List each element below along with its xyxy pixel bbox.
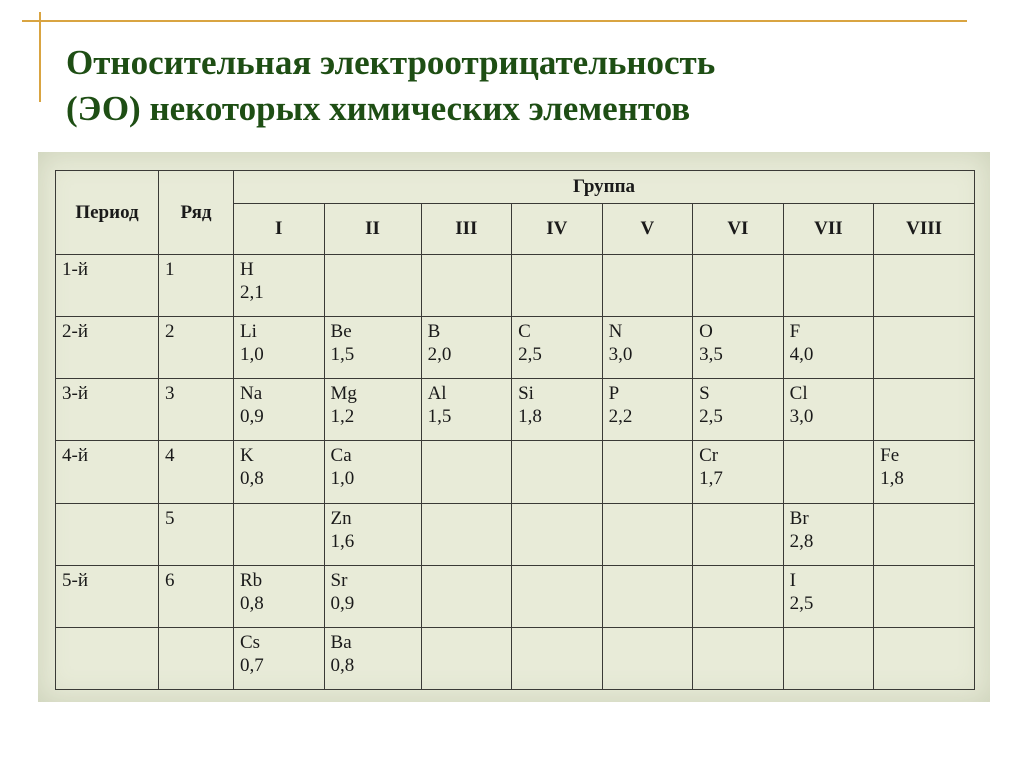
header-group: Группа <box>234 171 975 204</box>
header-group-7: VII <box>783 204 874 255</box>
row-number-cell: 2 <box>159 317 234 379</box>
electronegativity-value: 2,5 <box>518 344 542 366</box>
element-symbol: Zn <box>330 507 352 529</box>
element-cell <box>602 379 693 441</box>
header-row: Ряд <box>159 171 234 255</box>
electronegativity-value: 1,6 <box>330 530 355 552</box>
slide-title <box>66 40 966 132</box>
element-symbol: Sr <box>330 569 348 591</box>
element-symbol: Mg <box>330 383 357 405</box>
header-period: Период <box>56 171 159 255</box>
element-cell <box>783 627 874 689</box>
element-cell <box>324 379 421 441</box>
element-symbol: Cr <box>699 445 719 467</box>
table-row <box>56 255 975 317</box>
element-cell <box>783 317 874 379</box>
electronegativity-value: 0,8 <box>330 654 355 676</box>
element-symbol: O <box>699 321 713 343</box>
element-cell <box>693 255 784 317</box>
element-cell <box>324 441 421 503</box>
title-line-1: Относительная электроотрицательность <box>66 43 716 82</box>
element-cell <box>234 503 325 565</box>
element-cell <box>421 627 512 689</box>
element-symbol: Si <box>518 383 534 405</box>
electronegativity-value: 0,8 <box>240 468 264 490</box>
electronegativity-value: 2,0 <box>427 344 452 366</box>
period-cell: 5-й <box>56 565 159 627</box>
table-row <box>56 317 975 379</box>
element-symbol: Cs <box>240 631 261 653</box>
element-symbol: N <box>608 321 623 343</box>
element-symbol: F <box>789 321 801 343</box>
element-cell <box>512 503 603 565</box>
element-cell <box>512 255 603 317</box>
element-cell <box>783 441 874 503</box>
header-group-6: VI <box>693 204 784 255</box>
element-cell <box>512 565 603 627</box>
header-group-4: IV <box>512 204 603 255</box>
element-symbol: Al <box>427 383 447 405</box>
row-number-cell: 4 <box>159 441 234 503</box>
row-number-cell <box>159 627 234 689</box>
element-cell <box>602 503 693 565</box>
period-cell <box>56 627 159 689</box>
accent-line-left <box>39 12 41 102</box>
element-cell <box>234 317 325 379</box>
element-symbol: Fe <box>880 445 900 467</box>
element-cell <box>324 255 421 317</box>
header-group-3: III <box>421 204 512 255</box>
element-cell <box>693 441 784 503</box>
element-cell <box>234 255 325 317</box>
electronegativity-value: 0,7 <box>240 654 264 676</box>
element-symbol: K <box>240 445 254 467</box>
header-group-2: II <box>324 204 421 255</box>
electronegativity-value: 3,0 <box>608 344 633 366</box>
element-symbol: B <box>427 321 441 343</box>
element-cell <box>693 379 784 441</box>
accent-line-top <box>22 20 967 22</box>
element-cell <box>234 627 325 689</box>
header-group-1: I <box>234 204 325 255</box>
element-cell <box>783 379 874 441</box>
element-symbol: Br <box>789 507 809 529</box>
period-cell: 4-й <box>56 441 159 503</box>
element-symbol: Ca <box>330 445 352 467</box>
element-cell <box>602 317 693 379</box>
element-symbol: H <box>240 259 254 280</box>
electronegativity-value: 4,0 <box>789 344 814 366</box>
element-cell <box>874 503 975 565</box>
element-cell <box>512 441 603 503</box>
element-cell <box>874 317 975 379</box>
period-cell: 3-й <box>56 379 159 441</box>
element-cell <box>234 441 325 503</box>
element-symbol: P <box>608 383 620 405</box>
element-symbol: Rb <box>240 569 263 591</box>
table-row <box>56 379 975 441</box>
element-cell <box>512 627 603 689</box>
element-symbol: I <box>789 569 796 591</box>
element-cell <box>783 565 874 627</box>
table-row <box>56 565 975 627</box>
element-cell <box>234 379 325 441</box>
element-cell <box>693 565 784 627</box>
element-cell <box>602 255 693 317</box>
element-cell <box>693 627 784 689</box>
element-symbol: Cl <box>789 383 808 405</box>
element-cell <box>783 503 874 565</box>
electronegativity-value: 2,8 <box>789 530 814 552</box>
element-cell <box>874 627 975 689</box>
electronegativity-value: 0,9 <box>240 406 264 428</box>
element-symbol: Ba <box>330 631 352 653</box>
row-number-cell: 6 <box>159 565 234 627</box>
electronegativity-value: 2,5 <box>789 592 814 614</box>
electronegativity-value: 2,1 <box>240 282 264 303</box>
period-cell: 2-й <box>56 317 159 379</box>
electronegativity-value: 1,7 <box>699 468 723 490</box>
electronegativity-value: 2,2 <box>608 406 633 428</box>
element-symbol: S <box>699 383 710 405</box>
table-row <box>56 503 975 565</box>
header-group-8: VIII <box>874 204 975 255</box>
electronegativity-value: 1,8 <box>518 406 542 428</box>
element-cell <box>512 317 603 379</box>
element-cell <box>421 317 512 379</box>
element-cell <box>783 255 874 317</box>
element-cell <box>324 627 421 689</box>
electronegativity-value: 0,8 <box>240 592 264 614</box>
electronegativity-table <box>55 170 975 690</box>
element-cell <box>324 503 421 565</box>
table-row <box>56 627 975 689</box>
period-cell: 1-й <box>56 255 159 317</box>
electronegativity-value: 1,8 <box>880 468 904 490</box>
table-row <box>56 441 975 503</box>
electronegativity-value: 3,5 <box>699 344 723 366</box>
electronegativity-value: 1,5 <box>330 344 355 366</box>
element-cell <box>602 627 693 689</box>
element-cell <box>693 317 784 379</box>
element-cell <box>324 317 421 379</box>
electronegativity-value: 1,5 <box>427 406 452 428</box>
electronegativity-value: 1,2 <box>330 406 355 428</box>
element-cell <box>602 565 693 627</box>
title-line-2: (ЭО) некоторых химических элементов <box>66 89 691 128</box>
electronegativity-value: 3,0 <box>789 406 814 428</box>
electronegativity-value: 0,9 <box>330 592 355 614</box>
element-cell <box>874 565 975 627</box>
element-cell <box>421 379 512 441</box>
element-cell <box>874 441 975 503</box>
period-cell <box>56 503 159 565</box>
element-cell <box>874 379 975 441</box>
element-cell <box>602 441 693 503</box>
electronegativity-value: 2,5 <box>699 406 723 428</box>
element-cell <box>421 565 512 627</box>
electronegativity-value: 1,0 <box>330 468 355 490</box>
element-cell <box>421 441 512 503</box>
element-cell <box>512 379 603 441</box>
row-number-cell: 5 <box>159 503 234 565</box>
element-cell <box>234 565 325 627</box>
element-symbol: Be <box>330 321 352 343</box>
element-symbol: Na <box>240 383 263 405</box>
element-cell <box>874 255 975 317</box>
header-group-5: V <box>602 204 693 255</box>
element-cell <box>324 565 421 627</box>
element-symbol: C <box>518 321 531 343</box>
element-symbol: Li <box>240 321 257 343</box>
element-cell <box>421 503 512 565</box>
electronegativity-value: 1,0 <box>240 344 264 366</box>
element-cell <box>421 255 512 317</box>
element-cell <box>693 503 784 565</box>
row-number-cell: 3 <box>159 379 234 441</box>
row-number-cell: 1 <box>159 255 234 317</box>
